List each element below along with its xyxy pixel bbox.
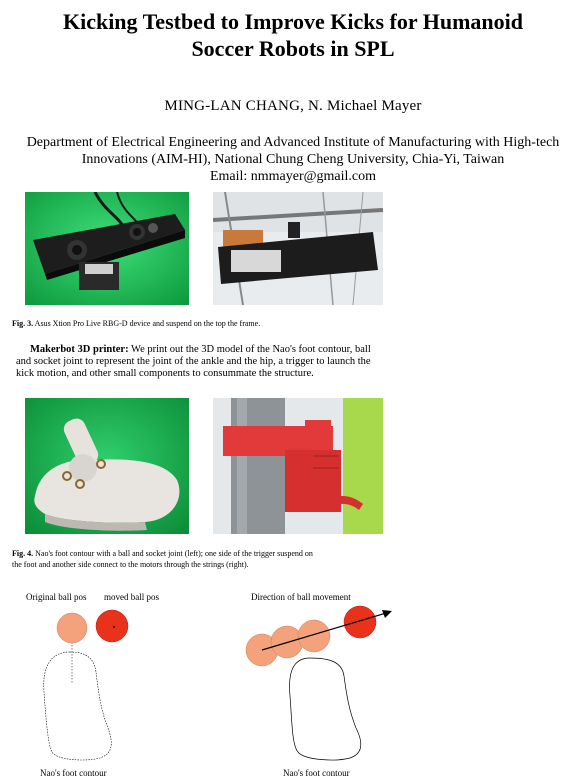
- moved-ball: [96, 610, 128, 642]
- fig3-label: Fig. 3.: [12, 319, 34, 328]
- email: Email: nmmayer@gmail.com: [209, 169, 377, 184]
- makerbot-line1: [30, 344, 371, 357]
- label-right-foot-contour: Nao's foot contour: [283, 768, 350, 778]
- ball-position-diagram: [0, 600, 586, 768]
- fig3-caption-text: Asus Xtion Pro Live RBG-D device and suspend on the top the frame.: [34, 319, 261, 328]
- affiliation-line1: Department of Electrical Engineering and Advanced Institute of Manufacturing with High-tech: [26, 135, 560, 150]
- paper-title-line2: Soccer Robots in SPL: [191, 36, 395, 61]
- left-foot-contour: [44, 652, 112, 760]
- affiliation-line2: Innovations (AIM-HI), National Chung Cheng University, Chia-Yi, Taiwan: [81, 152, 505, 167]
- fig3-frame-photo: [213, 192, 383, 305]
- fig4-caption-line2: the foot and another side connect to the motors through the strings (right).: [12, 560, 249, 569]
- label-moved-ball-pos: moved ball pos: [104, 592, 159, 602]
- fig4-caption-text: Nao's foot contour with a ball and socket joint (left); one side of the trigger suspend on: [35, 549, 313, 558]
- original-ball: [57, 613, 87, 643]
- paper-title-line1: Kicking Testbed to Improve Kicks for Humanoid: [62, 9, 524, 34]
- label-left-foot-contour: Nao's foot contour: [40, 768, 107, 778]
- authors: MING-LAN CHANG, N. Michael Mayer: [164, 98, 422, 114]
- label-direction-of-ball-movement: Direction of ball movement: [251, 592, 351, 602]
- ball-final: [344, 606, 376, 638]
- makerbot-line1-text: We print out the 3D model of the Nao's foot contour, ball: [131, 344, 371, 355]
- fig4-trigger-photo: [213, 398, 383, 534]
- ball-pos-3: [298, 620, 330, 652]
- makerbot-line3: kick motion, and other small components to consummate the structure.: [16, 368, 314, 379]
- fig3-caption: [12, 318, 260, 329]
- fig4-label: Fig. 4.: [12, 549, 34, 558]
- right-foot-contour: [290, 658, 361, 760]
- makerbot-line2: and socket joint to represent the joint of the ankle and the hip, a trigger to launch the: [16, 356, 371, 367]
- label-original-ball-pos: Original ball pos: [26, 592, 87, 602]
- fig4-foot-photo: [25, 398, 189, 534]
- fig3-camera-photo: [25, 192, 189, 305]
- fig4-caption-line1: [12, 548, 313, 559]
- makerbot-heading: Makerbot 3D printer:: [30, 344, 129, 355]
